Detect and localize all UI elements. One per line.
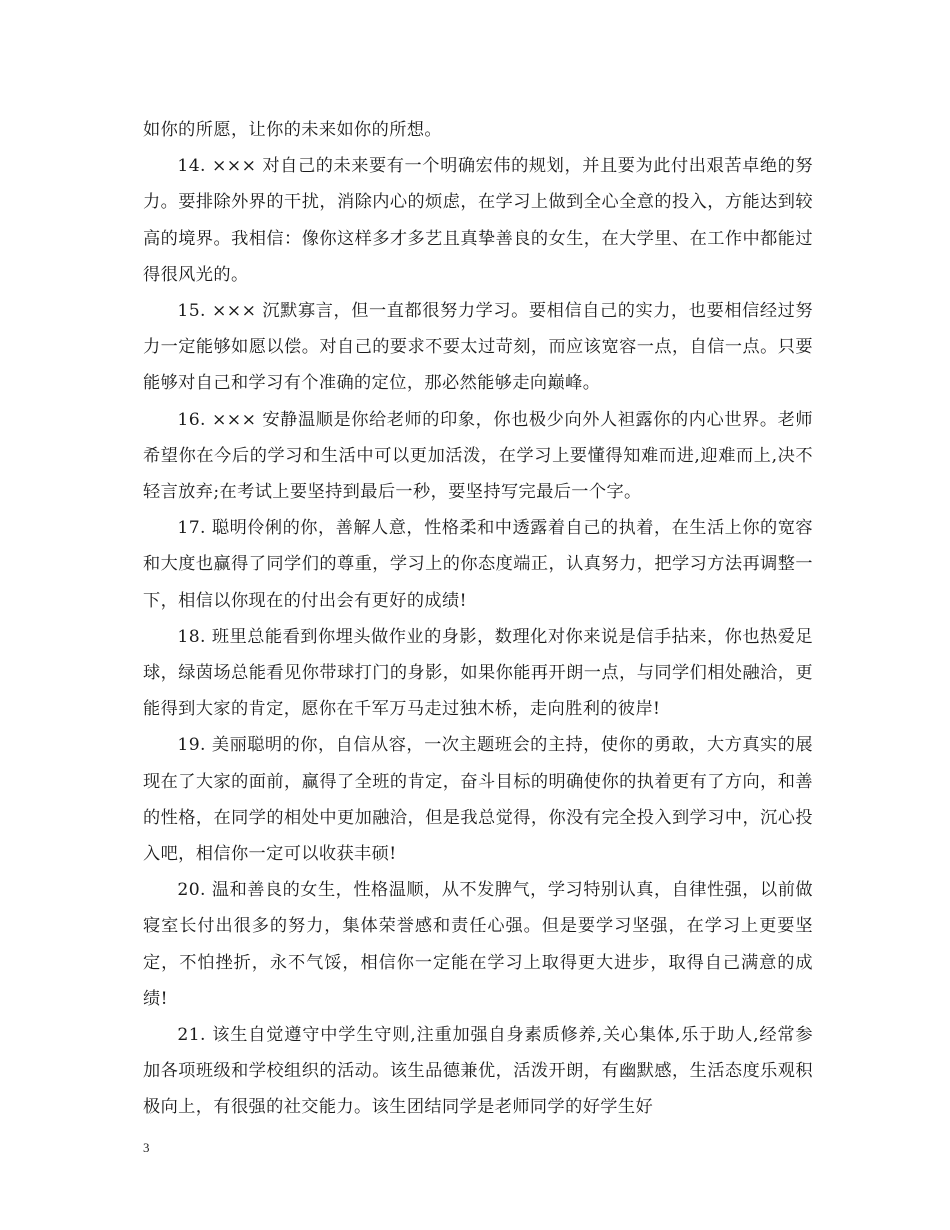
paragraph-19: 19. 美丽聪明的你，自信从容，一次主题班会的主持，使你的勇敢，大方真实的展现在了大家的面前，赢得了全班的肯定，奋斗目标的明确使你的执着更有了方向，和善的性格，在同学的相处中更加融洽，但是我总觉得，你没有完全投入到学习中，沉心投入吧，相信你一定可以收获丰硕! bbox=[143, 735, 813, 865]
paragraph-18: 18. 班里总能看到你埋头做作业的身影，数理化对你来说是信手拈来，你也热爱足球，绿茵场总能看见你带球打门的身影，如果你能再开朗一点，与同学们相处融洽，更能得到大家的肯定，愿你在千军万马走过独木桥，走向胜利的彼岸! bbox=[143, 626, 813, 720]
paragraph-20: 20. 温和善良的女生，性格温顺，从不发脾气，学习特别认真，自律性强，以前做寝室长付出很多的努力，集体荣誉感和责任心强。但是要学习坚强，在学习上更要坚定，不怕挫折，永不气馁，相信你一定能在学习上取得更大进步，取得自己满意的成绩! bbox=[143, 880, 813, 1009]
paragraph-14: 14. ××× 对自己的未来要有一个明确宏伟的规划，并且要为此付出艰苦卓绝的努力。要排除外界的干扰，消除内心的烦虑，在学习上做到全心全意的投入，方能达到较高的境界。我相信：像你这样多才多艺且真挚善良的女生，在大学里、在工作中都能过得很风光的。 bbox=[143, 156, 813, 285]
paragraph-16: 16. ××× 安静温顺是你给老师的印象，你也极少向外人袒露你的内心世界。老师希望你在今后的学习和生活中可以更加活泼，在学习上要懂得知难而进,迎难而上,决不轻言放弃;在考试上要坚持到最后一秒，要坚持写完最后一个字。 bbox=[143, 409, 813, 503]
body-text bbox=[143, 112, 813, 1126]
paragraph-continuation: 如你的所愿，让你的未来如你的所想。 bbox=[143, 120, 442, 140]
paragraph-15: 15. ××× 沉默寡言，但一直都很努力学习。要相信自己的实力，也要相信经过努力一定能够如愿以偿。对自己的要求不要太过苛刻，而应该宽容一点，自信一点。只要能够对自己和学习有个准确的定位，那必然能够走向巅峰。 bbox=[143, 301, 813, 394]
page-number: 3 bbox=[143, 1140, 150, 1155]
paragraph-17: 17. 聪明伶俐的你，善解人意，性格柔和中透露着自己的执着，在生活上你的宽容和大度也赢得了同学们的尊重，学习上的你态度端正，认真努力，把学习方法再调整一下，相信以你现在的付出会有更好的成绩! bbox=[143, 518, 813, 611]
paragraph-21: 21. 该生自觉遵守中学生守则,注重加强自身素质修养,关心集体,乐于助人,经常参加各项班级和学校组织的活动。该生品德兼优，活泼开朗，有幽默感，生活态度乐观积极向上，有很强的社交能力。该生团结同学是老师同学的好学生好 bbox=[143, 1025, 813, 1118]
